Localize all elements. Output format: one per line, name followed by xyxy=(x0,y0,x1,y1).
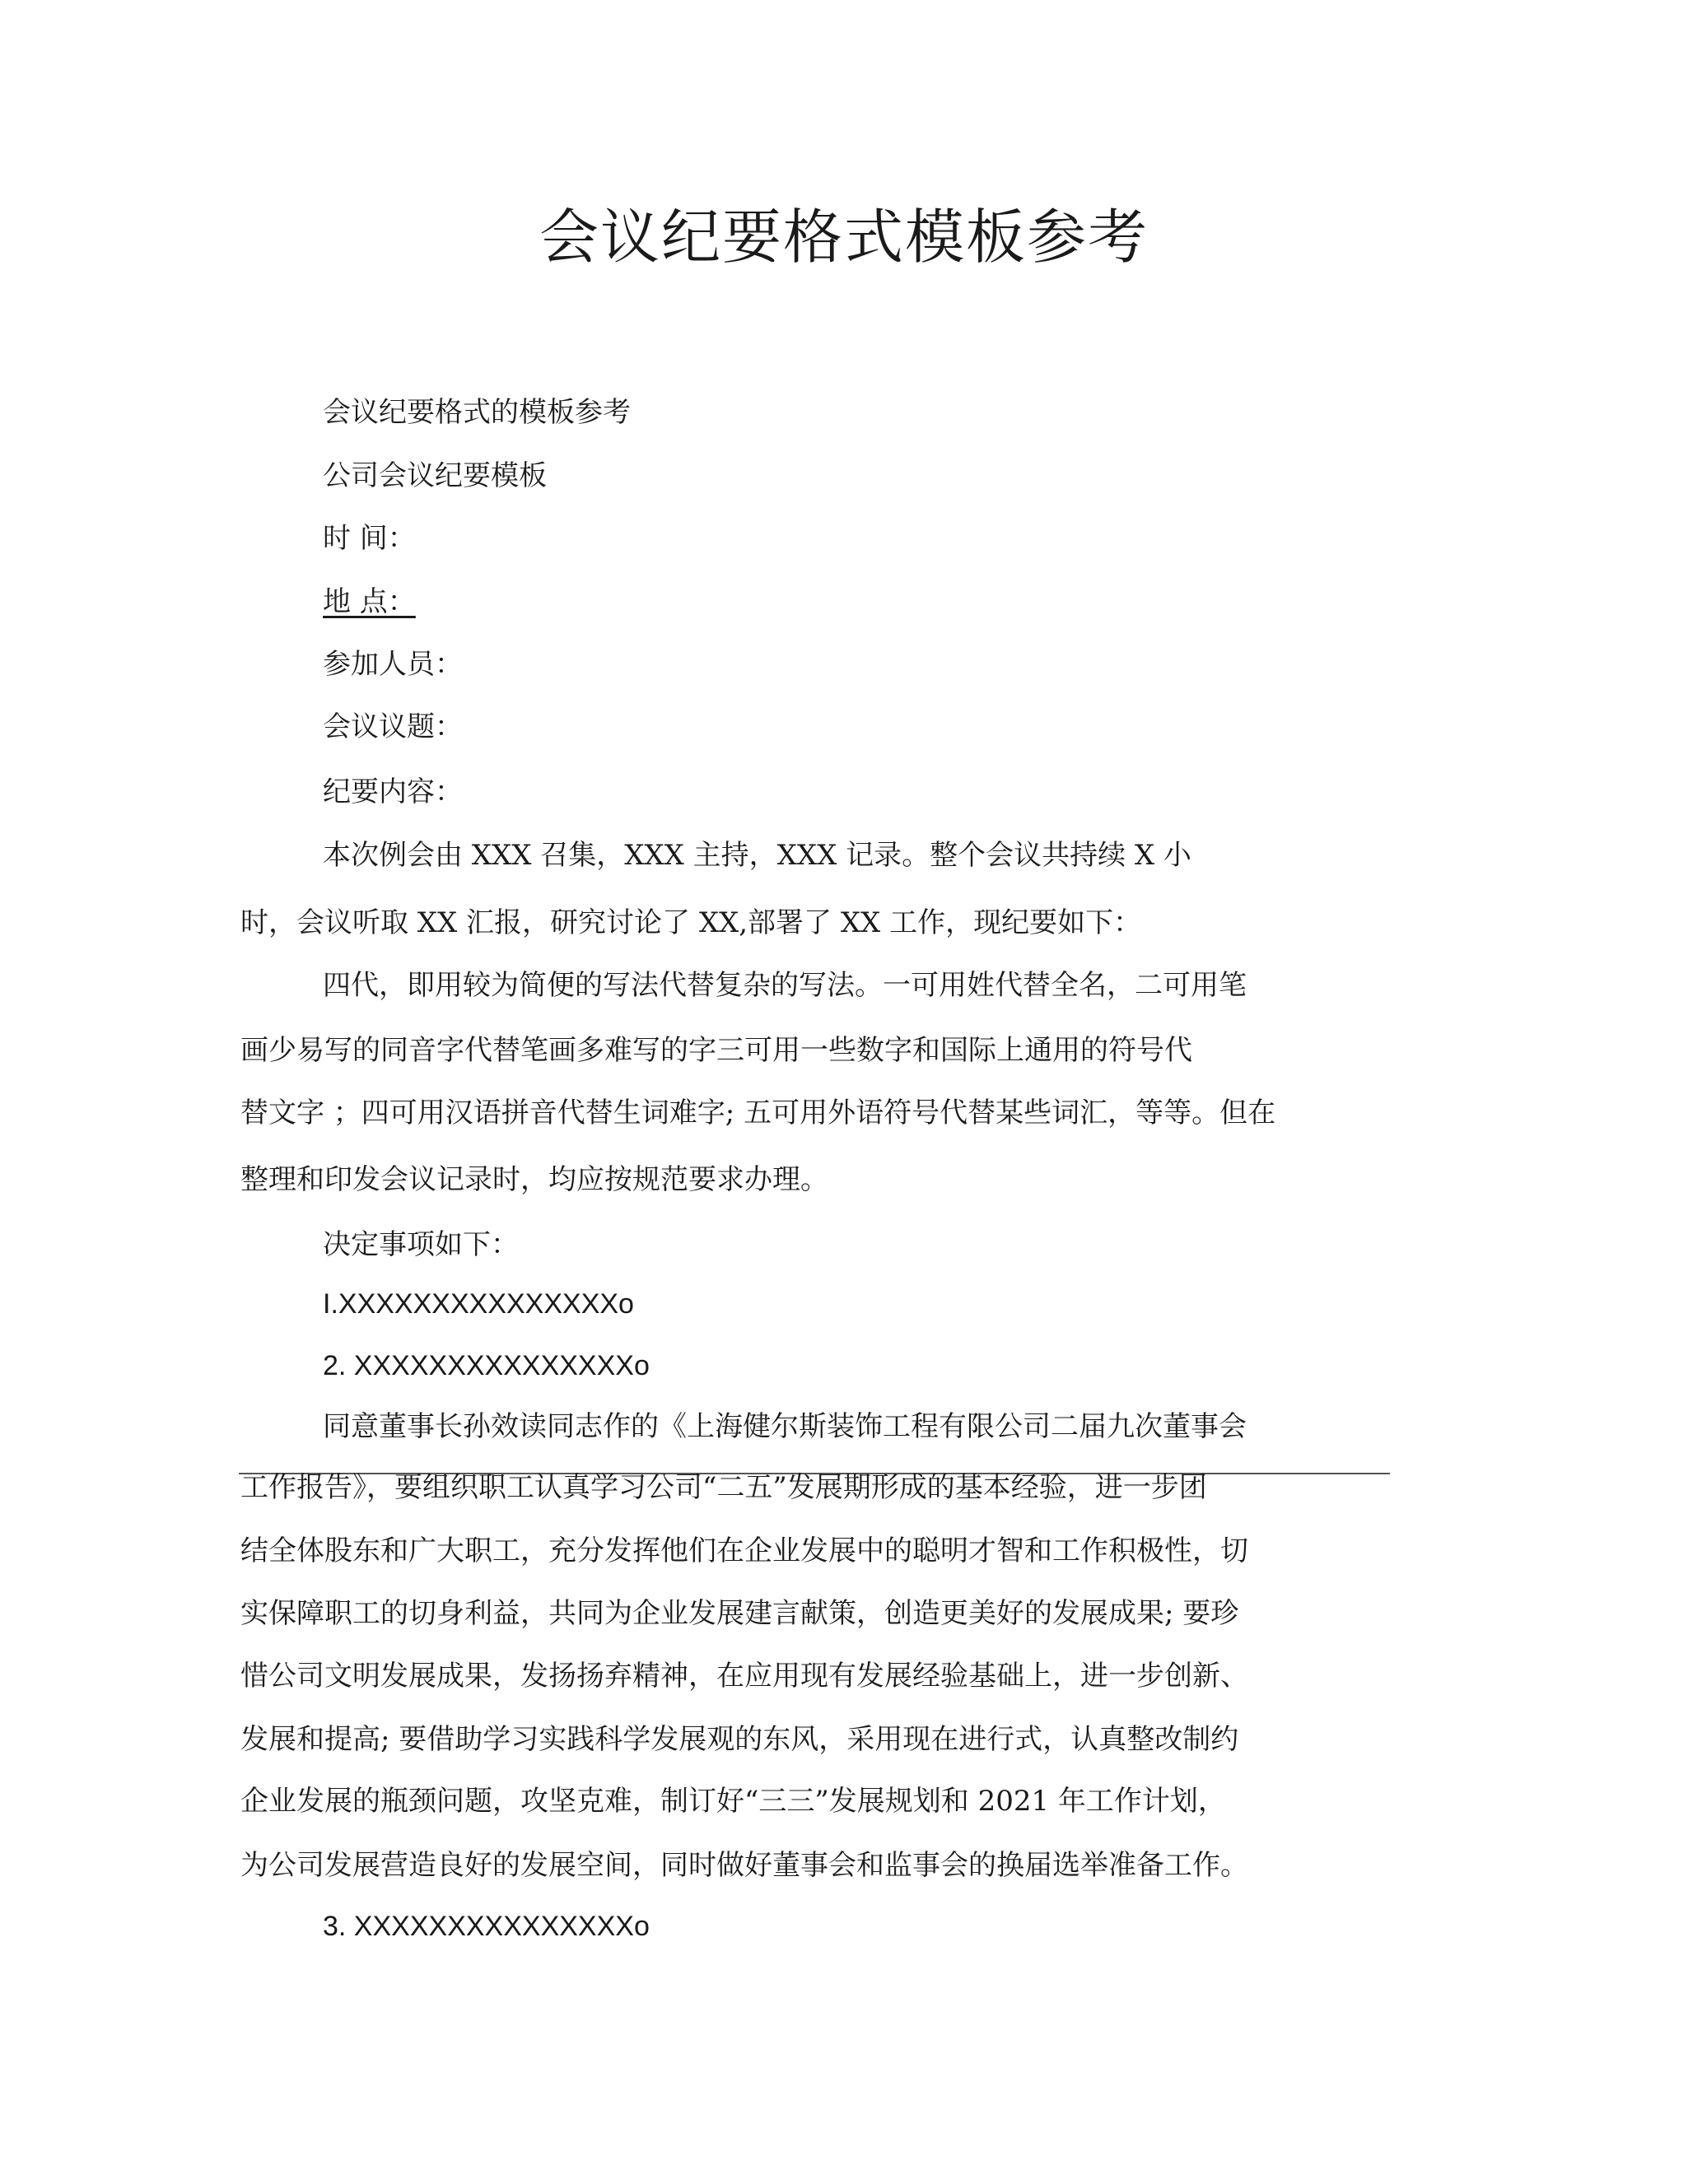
paragraph-line: 时，会议听取 XX 汇报，研究讨论了 XX,部署了 XX 工作，现纪要如下： xyxy=(240,906,1142,939)
paragraph-line: 画少易写的同音字代替笔画多难写的字三可用一些数字和国际上通用的符号代 xyxy=(240,1034,1192,1067)
paragraph-line: 整理和印发会议记录时，均应按规范要求办理。 xyxy=(240,1163,828,1196)
paragraph-line: 惜公司文明发展成果，发扬扬弃精神，在应用现有发展经验基础上，进一步创新、 xyxy=(240,1660,1248,1693)
paragraph-line: 企业发展的瓶颈问题，攻坚克难，制订好“三三”发展规划和 2021 年工作计划， xyxy=(240,1785,1226,1818)
decision-item-1: I.XXXXXXXXXXXXXXXo xyxy=(323,1288,634,1320)
paragraph-line: 结全体股东和广大职工，充分发挥他们在企业发展中的聪明才智和工作积极性，切 xyxy=(240,1534,1248,1567)
paragraph-line: 替文字 ；四可用汉语拼音代替生词难字; 五可用外语符号代替某些词汇，等等。但在 xyxy=(240,1097,1276,1129)
decision-item-2: 2. XXXXXXXXXXXXXXXo xyxy=(323,1350,650,1381)
paragraph-line: 工作报告》，要组织职工认真学习公司“二五”发展期形成的基本经验，进一步团 xyxy=(240,1471,1207,1504)
paragraph-line: 四代，即用较为简便的写法代替复杂的写法。一可用姓代替全名，二可用笔 xyxy=(323,969,1247,1002)
paragraph-line: 发展和提高; 要借助学习实践科学发展观的东风，采用现在进行式，认真整改制约 xyxy=(240,1723,1239,1756)
minutes-content-label: 纪要内容： xyxy=(323,775,463,808)
paragraph-line: 实保障职工的切身利益，共同为企业发展建言献策，创造更美好的发展成果; 要珍 xyxy=(240,1597,1239,1630)
time-field-label: 时 间： xyxy=(323,522,416,555)
paragraph-line: 本次例会由 XXX 召集，XXX 主持，XXX 记录。整个会议共持续 X 小 xyxy=(323,839,1191,872)
paragraph-line: 同意董事长孙效读同志作的《上海健尔斯装饰工程有限公司二届九次董事会 xyxy=(323,1410,1247,1443)
decisions-heading: 决定事项如下： xyxy=(323,1228,519,1261)
agenda-field-label: 会议议题： xyxy=(323,710,463,743)
subtitle-line: 会议纪要格式的模板参考 xyxy=(323,396,631,429)
template-name-line: 公司会议纪要模板 xyxy=(323,459,547,492)
paragraph-line: 为公司发展营造良好的发展空间，同时做好董事会和监事会的换届选举准备工作。 xyxy=(240,1849,1248,1882)
attendees-field-label: 参加人员： xyxy=(323,648,463,681)
document-title: 会议纪要格式模板参考 xyxy=(539,203,1149,272)
decision-item-3: 3. XXXXXXXXXXXXXXXo xyxy=(323,1911,650,1942)
location-field-label: 地 点： xyxy=(323,585,416,618)
